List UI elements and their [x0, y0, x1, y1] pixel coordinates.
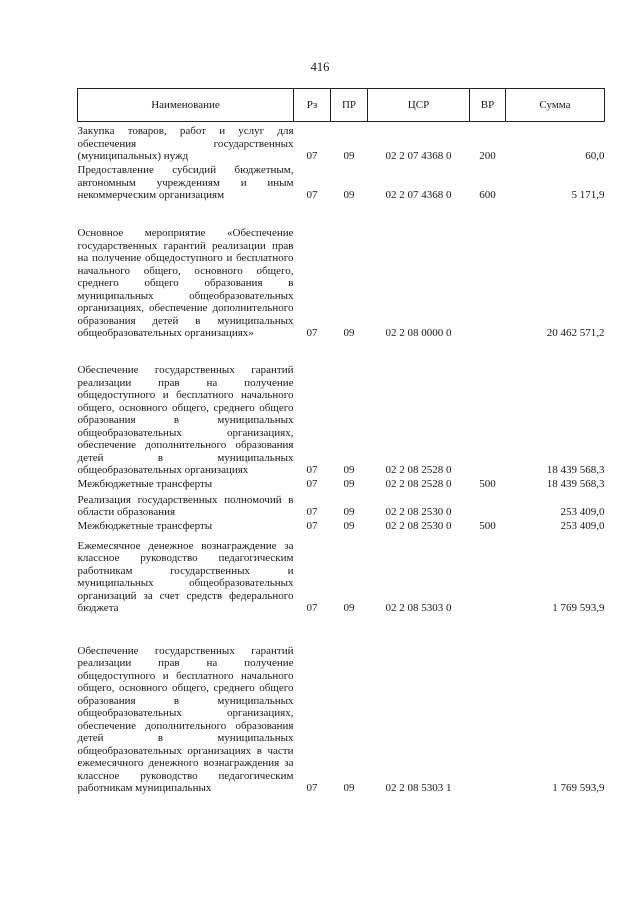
- column-header-csr: ЦСР: [368, 89, 470, 122]
- row-rz: 07: [306, 150, 318, 162]
- row-pr: 09: [343, 602, 355, 614]
- table-row: [78, 163, 605, 202]
- row-sum: 18 439 568,3: [546, 464, 605, 476]
- row-vr: 200: [479, 150, 496, 162]
- row-pr: 09: [343, 478, 355, 490]
- table-header-row: [78, 89, 605, 122]
- row-vr: [470, 491, 506, 519]
- column-header-vr: ВР: [470, 89, 506, 122]
- row-pr: 09: [343, 506, 355, 518]
- row-vr: 500: [479, 520, 496, 532]
- row-name: Закупка товаров, работ и услуг для обеспечения государственных (муниципальных) нужд: [77, 125, 294, 162]
- row-vr: [470, 202, 506, 340]
- row-vr: [470, 615, 506, 795]
- row-csr: 02 2 08 2528 0: [385, 464, 452, 476]
- row-csr: 02 2 08 0000 0: [385, 327, 452, 339]
- row-sum: 18 439 568,3: [546, 478, 605, 490]
- row-rz: 07: [306, 189, 318, 201]
- row-pr: 09: [343, 327, 355, 339]
- row-name: Обеспечение государственных гарантий реализации прав на получение общедоступного и бесплатного начального общего, основного общего, среднего общего образования в муниципальных общеобразовательных организациях, обеспечение дополнительного образования детей в муниципальных общеобразовательных организациях в части ежемесячного денежного вознаграждения за классное руководство педагогическим работникам муниципальных: [77, 644, 294, 794]
- column-header-name: Наименование: [78, 89, 294, 122]
- row-name: Ежемесячное денежное вознаграждение за классное руководство педагогическим работникам государственных и муниципальных общеобразовательных организаций за счет средств федерального бюджета: [77, 539, 294, 614]
- table-row: [78, 519, 605, 533]
- row-csr: 02 2 08 5303 0: [385, 602, 452, 614]
- row-sum: 1 769 593,9: [552, 782, 605, 794]
- table-row: [78, 477, 605, 491]
- page-number: 416: [310, 60, 330, 74]
- row-rz: 07: [306, 464, 318, 476]
- row-csr: 02 2 08 2530 0: [385, 506, 452, 518]
- row-sum: 5 171,9: [571, 189, 605, 201]
- row-rz: 07: [306, 327, 318, 339]
- row-sum: 20 462 571,2: [546, 327, 605, 339]
- row-pr: 09: [343, 189, 355, 201]
- row-sum: 60,0: [585, 150, 605, 162]
- row-pr: 09: [343, 782, 355, 794]
- row-csr: 02 2 08 2528 0: [385, 478, 452, 490]
- row-csr: 02 2 08 2530 0: [385, 520, 452, 532]
- row-name: Межбюджетные трансферты: [77, 478, 213, 490]
- budget-table: [77, 88, 605, 795]
- row-sum: 1 769 593,9: [552, 602, 605, 614]
- column-header-rz: Рз: [294, 89, 331, 122]
- row-rz: 07: [306, 506, 318, 518]
- table-row: [78, 533, 605, 615]
- row-vr: [470, 340, 506, 477]
- row-rz: 07: [306, 478, 318, 490]
- row-csr: 02 2 07 4368 0: [385, 150, 452, 162]
- table-row: [78, 340, 605, 477]
- row-sum: 253 409,0: [560, 506, 605, 518]
- row-vr: 600: [479, 189, 496, 201]
- table-row: [78, 122, 605, 163]
- table-row: [78, 202, 605, 340]
- row-name: Обеспечение государственных гарантий реализации прав на получение общедоступного и бесплатного начального общего, основного общего, среднего общего образования в муниципальных общеобразовательных организациях, обеспечение дополнительного образования детей в муниципальных общеобразовательных организациях: [77, 364, 294, 476]
- row-pr: 09: [343, 150, 355, 162]
- row-name: Основное мероприятие «Обеспечение государственных гарантий реализации прав на получение общедоступного и бесплатного начального общего, основного общего, среднего общего образования в муниципальных общеобразовательных организациях, обеспечение дополнительного образования детей в муниципальных общеобразовательных организациях»: [77, 227, 294, 339]
- column-header-pr: ПР: [331, 89, 368, 122]
- column-header-sum: Сумма: [506, 89, 605, 122]
- row-name: Предоставление субсидий бюджетным, автономным учреждениям и иным некоммерческим организациям: [77, 164, 294, 201]
- row-sum: 253 409,0: [560, 520, 605, 532]
- row-vr: 500: [479, 478, 496, 490]
- row-name: Реализация государственных полномочий в области образования: [77, 493, 294, 518]
- row-vr: [470, 533, 506, 615]
- row-rz: 07: [306, 782, 318, 794]
- row-pr: 09: [343, 464, 355, 476]
- row-rz: 07: [306, 602, 318, 614]
- row-name: Межбюджетные трансферты: [77, 520, 213, 532]
- row-rz: 07: [306, 520, 318, 532]
- row-csr: 02 2 07 4368 0: [385, 189, 452, 201]
- table-row: [78, 491, 605, 519]
- row-pr: 09: [343, 520, 355, 532]
- table-row: [78, 615, 605, 795]
- row-csr: 02 2 08 5303 1: [385, 782, 452, 794]
